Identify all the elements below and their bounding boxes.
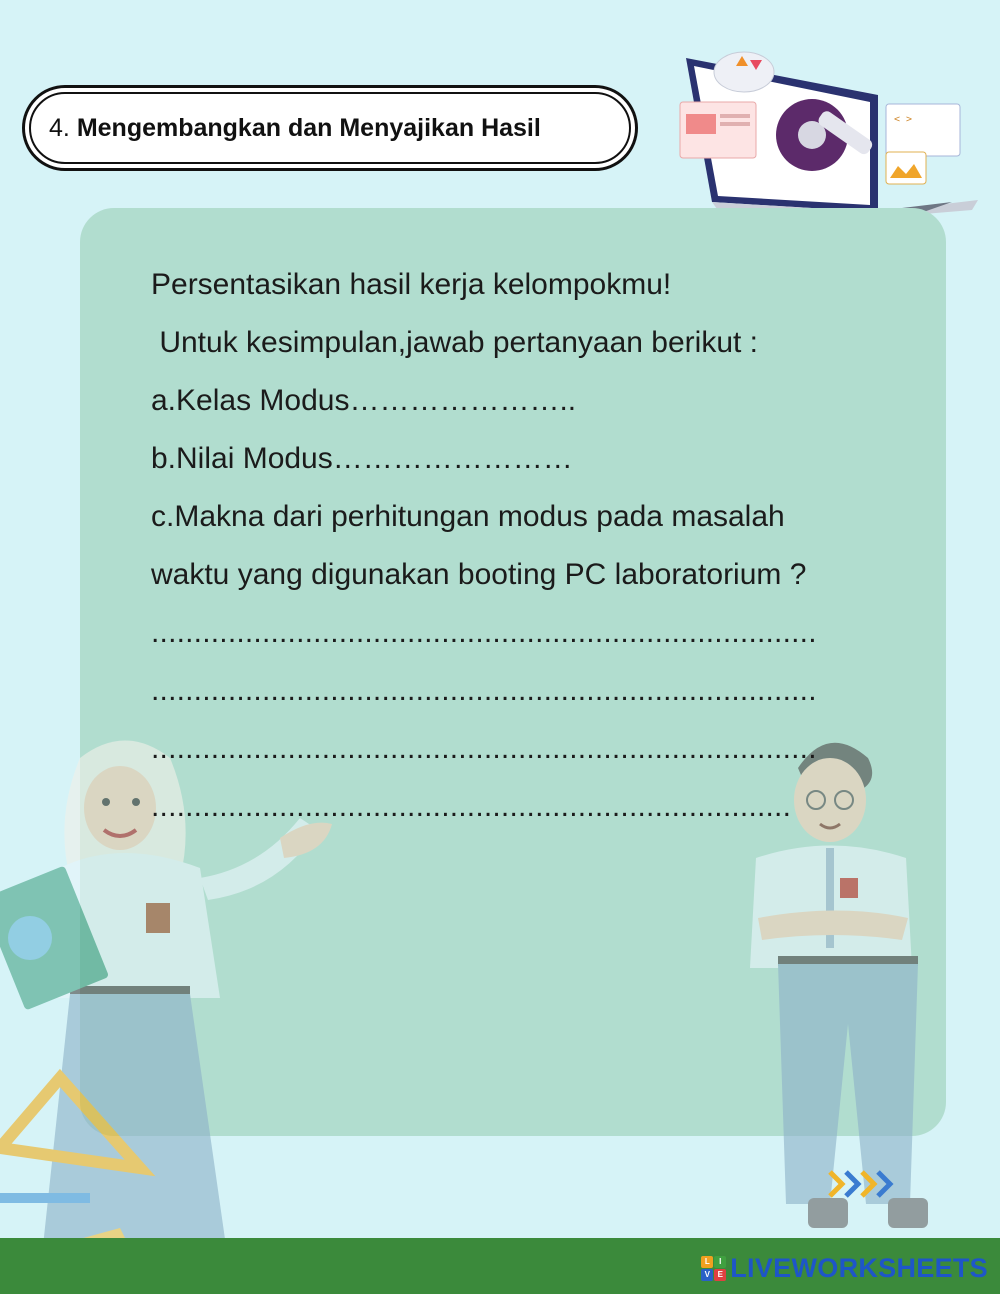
question-a-kelas-modus: a.Kelas Modus…………………..	[151, 384, 577, 417]
liveworksheets-logo[interactable]	[701, 1253, 988, 1284]
svg-text:< >: < >	[894, 114, 913, 125]
instruction-text: Persentasikan hasil kerja kelompokmu!	[151, 268, 672, 301]
answer-line-1[interactable]: ..............................................................................	[151, 616, 817, 649]
logo-mark-icon	[701, 1256, 726, 1281]
logo-letter-e: E	[714, 1269, 726, 1281]
logo-letter-i: I	[714, 1256, 726, 1268]
answer-line-2[interactable]: ..............................................................................	[151, 674, 817, 707]
logo-letter-v: V	[701, 1269, 713, 1281]
worksheet-content	[151, 260, 891, 840]
answer-line-4[interactable]: ...........................................................................	[151, 790, 792, 823]
logo-text: LIVEWORKSHEETS	[730, 1253, 988, 1283]
section-title	[49, 114, 541, 143]
answer-line-3[interactable]: ..............................................................................	[151, 732, 817, 765]
question-c-line1: c.Makna dari perhitungan modus pada masalah	[151, 500, 785, 533]
logo-letter-l: L	[701, 1256, 713, 1268]
question-c-line2: waktu yang digunakan booting PC laboratorium ?	[151, 558, 807, 591]
section-title-text: Mengembangkan dan Menyajikan Hasil	[76, 113, 541, 142]
section-number: 4.	[49, 113, 70, 142]
question-b-nilai-modus: b.Nilai Modus……………………	[151, 442, 573, 475]
chevron-arrows-icon	[826, 1168, 896, 1200]
section-header	[22, 85, 638, 171]
subinstruction-text: Untuk kesimpulan,jawab pertanyaan berikut :	[151, 326, 759, 359]
